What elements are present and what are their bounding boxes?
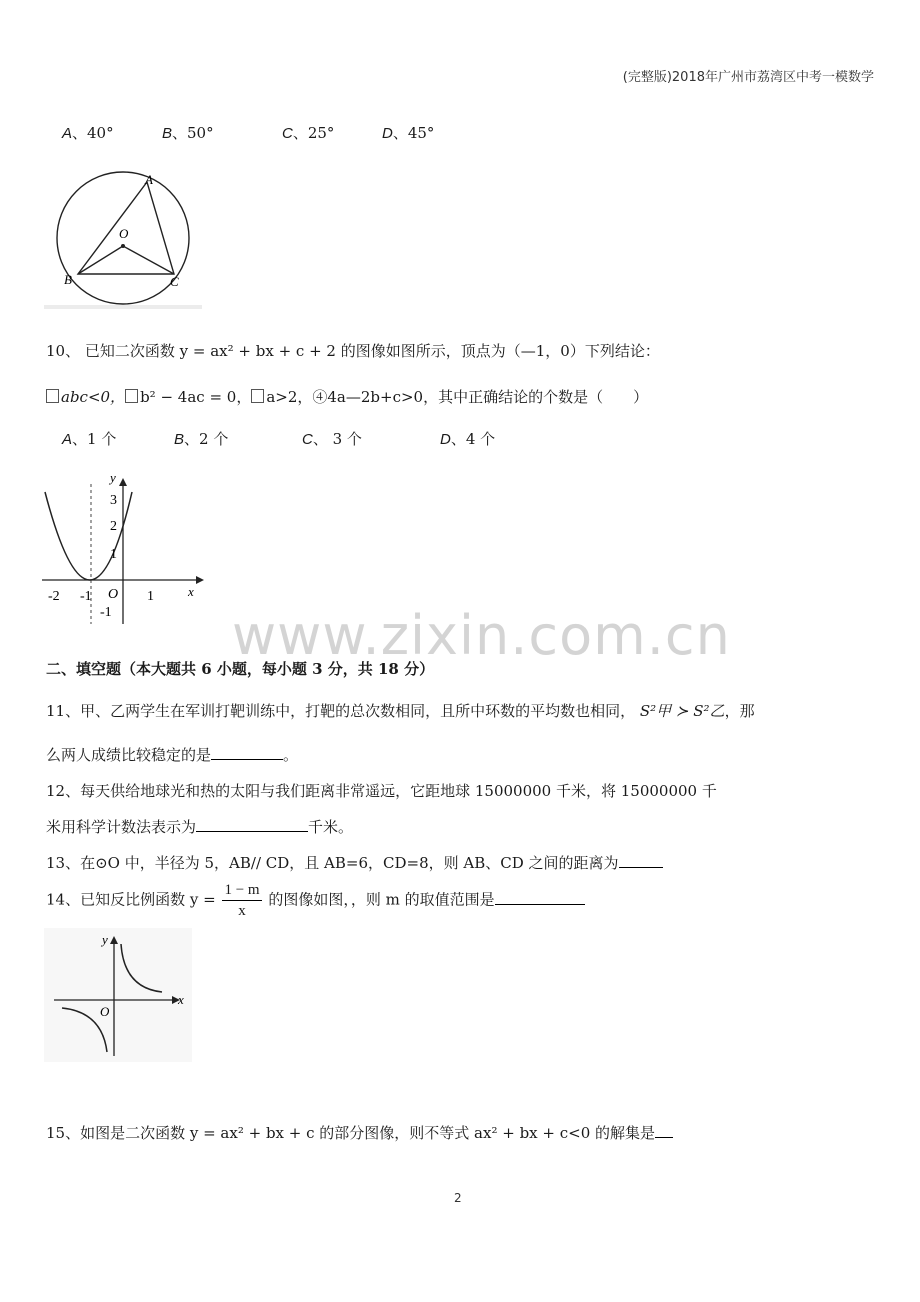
y-label: y bbox=[110, 474, 116, 485]
y-label: y bbox=[102, 932, 108, 947]
q10-option-d: D、4 个 bbox=[440, 430, 496, 448]
origin-label: O bbox=[108, 587, 119, 602]
conclusion-1-box bbox=[46, 389, 59, 403]
q10-conclusions: abc<0， b² − 4ac = 0， a>2，④4a—2b+c>0，其中正确结论的个数是（ ） bbox=[46, 386, 648, 407]
parabola-curve bbox=[45, 492, 132, 580]
tick-y-3: 3 bbox=[110, 493, 117, 508]
q9-option-b: B、50° bbox=[162, 124, 214, 142]
tick-y-neg1: -1 bbox=[100, 605, 112, 620]
conclusion-2-box bbox=[125, 389, 138, 403]
q9-option-d: D、45° bbox=[382, 124, 435, 142]
tick-x-1: 1 bbox=[147, 589, 154, 604]
watermark: www.zixin.com.cn bbox=[232, 604, 731, 667]
y-axis-arrow bbox=[119, 478, 127, 486]
q13: 13、在⊙O 中，半径为 5，AB// CD，且 AB=6，CD=8，则 AB、CD 之间的距离为 bbox=[46, 852, 663, 873]
tick-y-1: 1 bbox=[110, 547, 117, 562]
x-axis-arrow bbox=[196, 576, 204, 584]
q9-circle-figure bbox=[44, 168, 204, 313]
label-a: A bbox=[145, 172, 153, 187]
x-label: x bbox=[188, 584, 194, 599]
q10-parabola-graph bbox=[38, 474, 208, 630]
q15: 15、如图是二次函数 y = ax² + bx + c 的部分图像，则不等式 ax² + bx + c<0 的解集是 bbox=[46, 1122, 673, 1143]
q9-option-c: C、25° bbox=[282, 124, 335, 142]
figure-shadow bbox=[44, 305, 202, 309]
page-number: 2 bbox=[454, 1191, 462, 1205]
label-c: C bbox=[170, 274, 179, 289]
q12-line2: 米用科学计数法表示为 千米。 bbox=[46, 818, 354, 836]
q10-option-a: A、1 个 bbox=[62, 430, 117, 448]
q11-line2: 么两人成绩比较稳定的是 。 bbox=[46, 746, 299, 764]
q14-answer-blank bbox=[495, 903, 585, 905]
q12-line1: 12、每天供给地球光和热的太阳与我们距离非常遥远，它距地球 15000000 千米，将 15000000 千 bbox=[46, 782, 717, 800]
center-point bbox=[121, 244, 125, 248]
page-header: (完整版)2018年广州市荔湾区中考一模数学 bbox=[622, 70, 874, 85]
q11-variance-expression: S²甲 ≻ S²乙 bbox=[639, 702, 725, 720]
tick-y-2: 2 bbox=[110, 519, 117, 534]
label-b: B bbox=[64, 272, 72, 287]
q13-answer-blank bbox=[619, 866, 663, 868]
q14-hyperbola-graph bbox=[44, 928, 194, 1064]
segment-ob bbox=[78, 246, 123, 274]
graph-background bbox=[44, 928, 192, 1062]
tick-x-neg1: -1 bbox=[80, 589, 92, 604]
q12-answer-blank bbox=[196, 830, 308, 832]
q11-answer-blank bbox=[211, 758, 283, 760]
tick-x-neg2: -2 bbox=[48, 589, 60, 604]
origin-label: O bbox=[100, 1004, 110, 1019]
q14-fraction: $\frac{1 - m}{x}$ bbox=[224, 882, 260, 919]
q10-option-b: B、2 个 bbox=[174, 430, 229, 448]
label-o: O bbox=[119, 226, 129, 241]
conclusion-3-box bbox=[251, 389, 264, 403]
q10-option-c: C、 3 个 bbox=[302, 430, 362, 448]
q11-line1: 11、甲、乙两学生在军训打靶训练中，打靶的总次数相同，且所中环数的平均数也相同， S²甲 ≻ S²乙，那 bbox=[46, 702, 755, 720]
section-2-heading: 二、填空题（本大题共 6 小题，每小题 3 分，共 18 分） bbox=[46, 660, 435, 678]
q10-stem: 10、 已知二次函数 y = ax² + bx + c + 2 的图像如图所示，顶点为（—1，0）下列结论： bbox=[46, 342, 660, 360]
q14: 14、已知反比例函数 y = $\frac{1 - m}{x}$ 的图像如图，，则 m 的取值范围是 bbox=[46, 880, 585, 921]
q9-option-a: A、40° bbox=[62, 124, 114, 142]
x-label: x bbox=[178, 992, 184, 1007]
q15-answer-blank bbox=[655, 1136, 673, 1138]
